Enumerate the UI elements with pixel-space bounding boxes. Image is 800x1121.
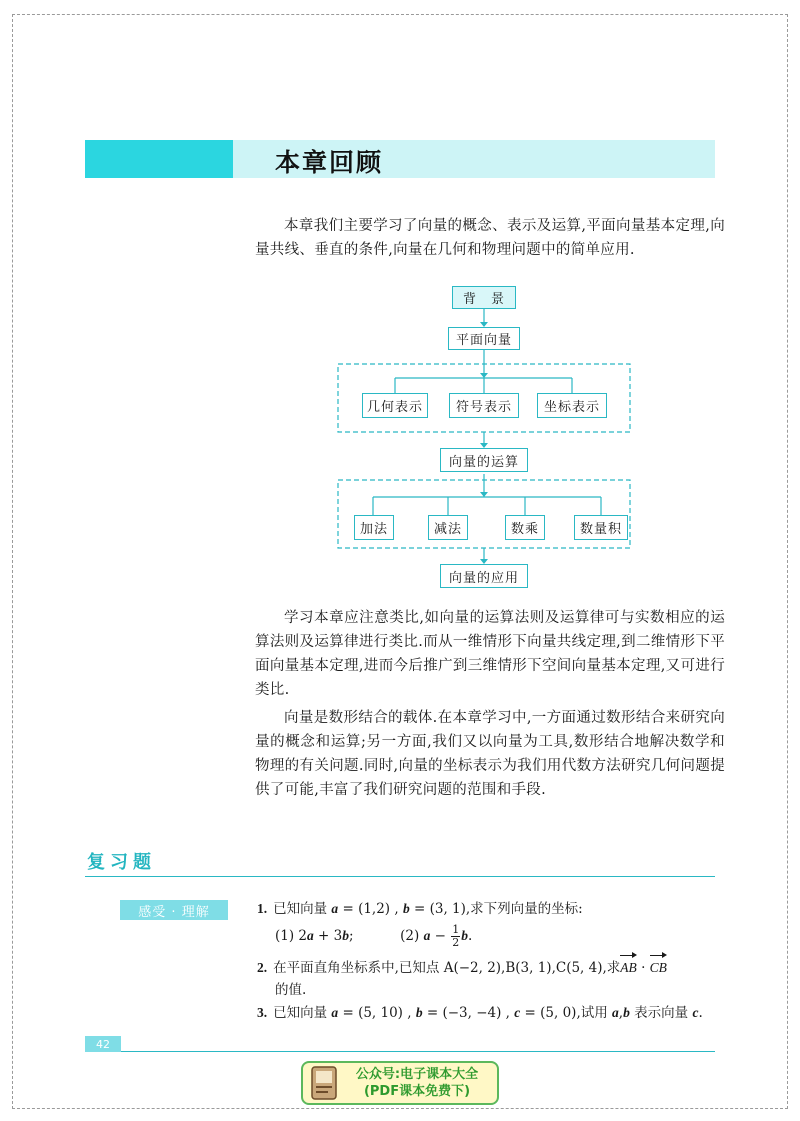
intro-paragraph: 本章我们主要学习了向量的概念、表示及运算,平面向量基本定理,向量共线、垂直的条件,向量在几何和物理问题中的简单应用. <box>255 218 725 258</box>
node-vector-application: 向量的应用 <box>440 564 528 588</box>
vector-symbol: a <box>423 928 431 943</box>
problem-1 <box>257 898 583 920</box>
problem-3 <box>257 1002 703 1024</box>
vector-symbol: a <box>307 928 314 943</box>
problem-text: 已知向量 <box>273 901 332 917</box>
problem-text: 的值. <box>275 982 307 998</box>
problem-number: 1. <box>257 901 268 916</box>
node-vector-operations: 向量的运算 <box>440 448 528 472</box>
node-dot-product: 数量积 <box>574 515 628 540</box>
problem-text: . <box>698 1005 703 1021</box>
subpart-text: − <box>430 928 451 944</box>
review-divider <box>85 876 715 877</box>
node-scalar-multiplication: 数乘 <box>505 515 545 540</box>
section-tag: 感受 · 理解 <box>120 900 228 920</box>
watermark-line-1: 公众号:电子课本大全 <box>355 1067 479 1082</box>
problem-text: 表示向量 <box>629 1005 693 1021</box>
subpart-text: . <box>467 928 473 944</box>
problem-number: 2. <box>257 960 268 975</box>
node-plane-vector: 平面向量 <box>448 327 520 350</box>
review-title: 复习题 <box>87 852 156 873</box>
node-geometric-representation: 几何表示 <box>362 393 428 418</box>
fraction-denominator: 2 <box>452 936 460 949</box>
vector-symbol: c <box>514 1005 521 1020</box>
vector-symbol: b <box>415 1005 423 1020</box>
vector-symbol: c <box>692 1005 699 1020</box>
problem-number: 3. <box>257 1005 268 1020</box>
subpart-text: ; <box>349 928 354 944</box>
problem-text: = (5, 10) , <box>338 1005 416 1021</box>
book-icon <box>311 1066 337 1100</box>
problem-text: , <box>618 1005 624 1021</box>
node-background: 背 景 <box>452 286 516 309</box>
problem-1-subparts <box>275 924 472 949</box>
problem-text: = (−3, −4) , <box>422 1005 515 1021</box>
banner-accent <box>85 140 233 178</box>
number-shape-paragraph: 向量是数形结合的载体.在本章学习中,一方面通过数形结合来研究向量的概念和运算;另一方面,我们又以向量为工具,数形结合地解决数学和物理的有关问题.同时,向量的坐标表示为我们用代数方法研究几何问题提供了可能,丰富了我们研究问题的范围和手段. <box>255 710 725 798</box>
analogy-paragraph: 学习本章应注意类比,如向量的运算法则及运算律可与实数相应的运算法则及运算律进行类比.而从一维情形下向量共线定理,到二维情形下平面向量基本定理,进而今后推广到三维情形下空间向量基本定理,又可进行类比. <box>255 610 725 698</box>
node-coordinate-representation: 坐标表示 <box>537 393 607 418</box>
chapter-banner <box>85 140 715 178</box>
vector-ab: AB <box>620 957 637 979</box>
watermark-line-2: (PDF课本免费下) <box>363 1084 471 1099</box>
subpart-text: + 3 <box>313 928 343 944</box>
vector-symbol: a <box>331 1005 339 1020</box>
footer-divider <box>121 1051 715 1052</box>
vector-cb: CB <box>650 957 667 979</box>
vector-symbol: b <box>342 928 349 943</box>
vector-symbol: b <box>623 1005 630 1020</box>
chapter-title: 本章回顾 <box>275 148 384 177</box>
problem-text: = (5, 0),试用 <box>520 1005 613 1021</box>
dot-operator: · <box>636 960 650 976</box>
node-addition: 加法 <box>354 515 394 540</box>
subpart-text: (1) 2 <box>275 928 308 944</box>
watermark-text <box>337 1066 497 1100</box>
vector-symbol: a <box>331 901 339 916</box>
vector-symbol: a <box>612 1005 619 1020</box>
fraction <box>451 924 460 949</box>
problem-text: 已知向量 <box>273 1005 332 1021</box>
node-symbolic-representation: 符号表示 <box>449 393 519 418</box>
problem-text: = (1,2) , <box>338 901 403 917</box>
node-subtraction: 减法 <box>428 515 468 540</box>
problem-text: = (3, 1),求下列向量的坐标: <box>409 901 583 917</box>
problem-2 <box>257 957 717 1001</box>
fraction-numerator: 1 <box>452 923 460 936</box>
watermark-badge <box>301 1061 499 1105</box>
vector-symbol: b <box>461 928 468 943</box>
problem-text: 在平面直角坐标系中,已知点 A(−2, 2),B(3, 1),C(5, 4),求 <box>273 960 621 976</box>
vector-symbol: b <box>402 901 410 916</box>
subpart-text: (2) <box>400 928 424 944</box>
page-number: 42 <box>85 1036 121 1052</box>
